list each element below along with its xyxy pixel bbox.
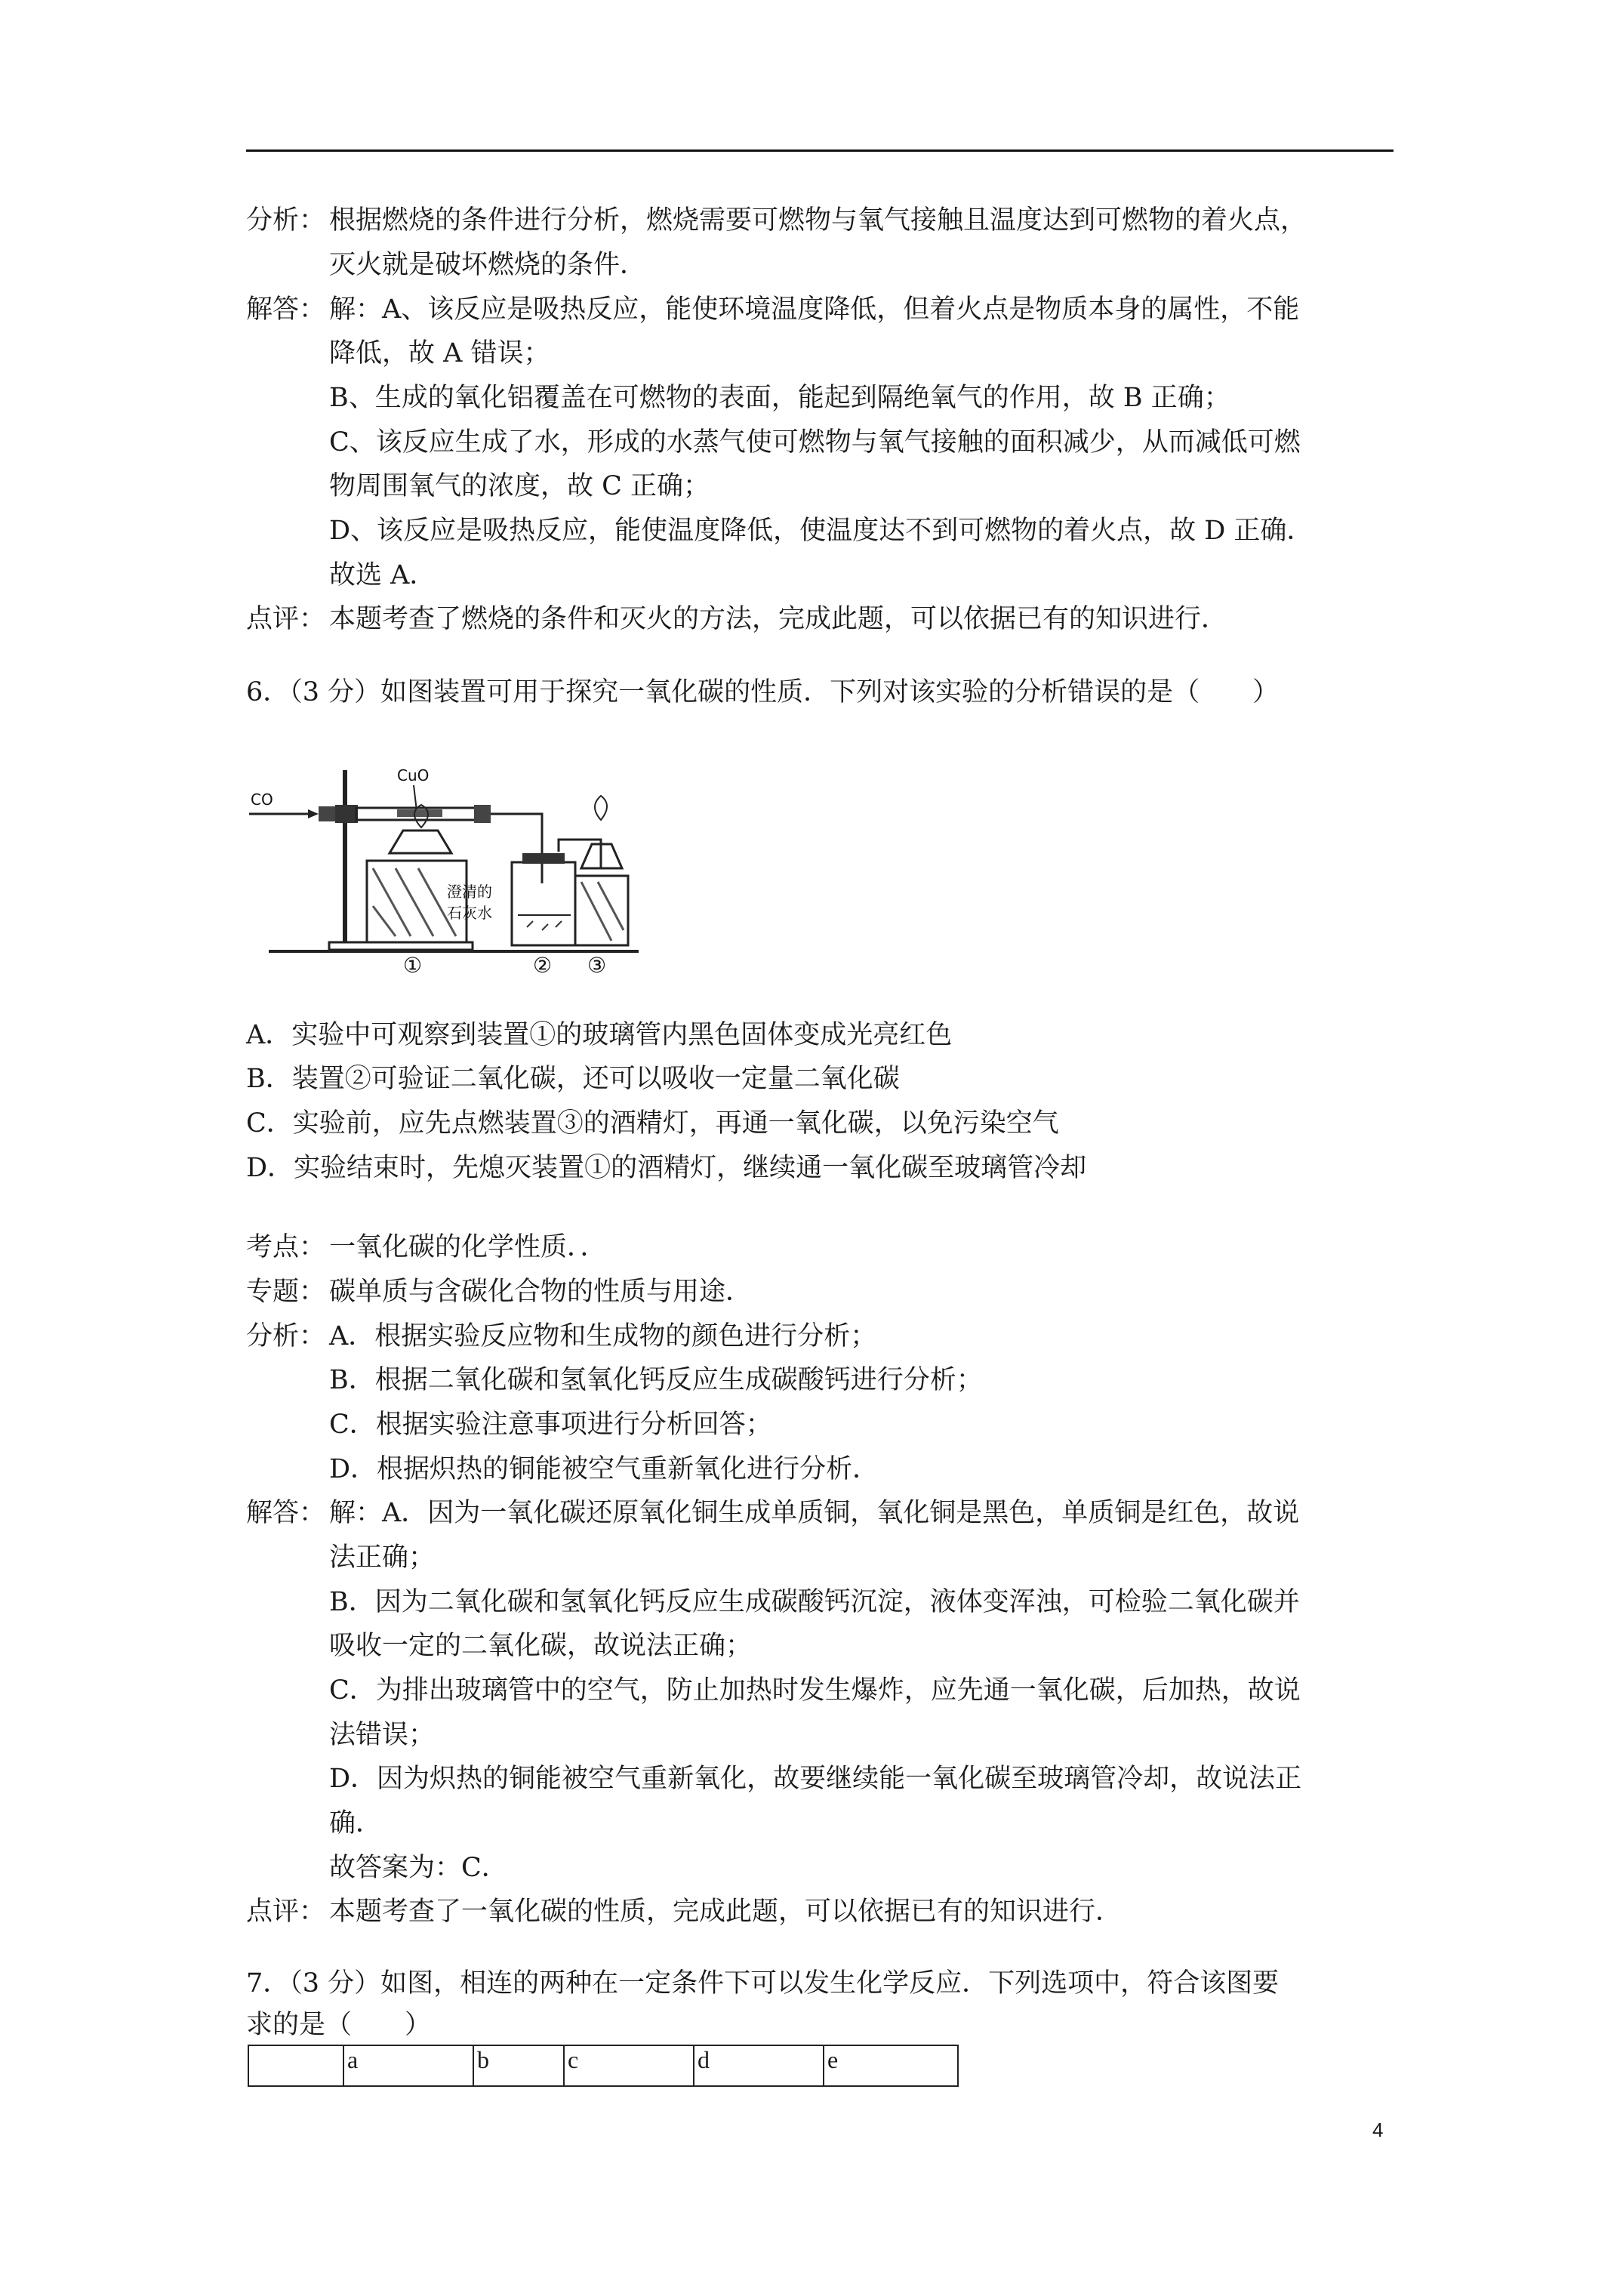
header-rule <box>246 149 1394 152</box>
q6-analysis-line-c: C．根据实验注意事项进行分析回答； <box>329 1410 772 1440</box>
table-row <box>248 2045 958 2086</box>
table-cell <box>248 2045 343 2086</box>
q6-analysis-label: 分析： <box>246 1321 326 1351</box>
co-label: CO <box>251 791 273 809</box>
apparatus-label-2: ② <box>533 953 553 974</box>
q6-analysis-line-d: D．根据炽热的铜能被空气重新氧化进行分析． <box>329 1454 879 1484</box>
cuo-label: CuO <box>397 766 430 784</box>
q6-answer-line-4: 吸收一定的二氧化碳，故说法正确； <box>329 1631 753 1661</box>
q5-analysis-line-2: 灭火就是破坏燃烧的条件． <box>329 250 647 280</box>
table-cell: e <box>824 2045 958 2086</box>
table-cell: c <box>564 2045 694 2086</box>
q6-option-b: B．装置②可验证二氧化碳，还可以吸收一定量二氧化碳 <box>246 1064 900 1094</box>
q6-kaodian: 一氧化碳的化学性质．． <box>329 1232 607 1262</box>
q5-answer-line-2: 降低，故 A 错误； <box>329 338 550 368</box>
q6-zhuanti-label: 专题： <box>246 1277 326 1307</box>
q7-question-line-1: 7．（3 分）如图，相连的两种在一定条件下可以发生化学反应．下列选项中，符合该图要 <box>246 1968 1280 1999</box>
q6-answer-line-1: 解：A．因为一氧化碳还原氧化铜生成单质铜，氧化铜是黑色，单质铜是红色，故说 <box>329 1498 1300 1528</box>
q6-question: 6．（3 分）如图装置可用于探究一氧化碳的性质．下列对该实验的分析错误的是（ ） <box>246 677 1280 707</box>
apparatus-figure <box>246 755 661 974</box>
q6-answer-line-8: 确． <box>329 1808 383 1838</box>
q5-comment: 本题考查了燃烧的条件和灭火的方法，完成此题，可以依据已有的知识进行． <box>329 604 1228 634</box>
q5-answer-label: 解答： <box>246 294 326 325</box>
q6-answer-line-9: 故答案为：C． <box>329 1853 508 1883</box>
q6-analysis-line-b: B．根据二氧化碳和氢氧化钙反应生成碳酸钙进行分析； <box>329 1365 983 1395</box>
q6-option-a: A．实验中可观察到装置①的玻璃管内黑色固体变成光亮红色 <box>246 1020 953 1050</box>
q7-question-line-2: 求的是（ ） <box>246 2010 432 2040</box>
q5-answer-line-4: C、该反应生成了水，形成的水蒸气使可燃物与氧气接触的面积减少，从而减低可燃 <box>329 427 1301 458</box>
q6-answer-label: 解答： <box>246 1498 326 1528</box>
q6-zhuanti: 碳单质与含碳化合物的性质与用途． <box>329 1277 753 1307</box>
q6-comment: 本题考查了一氧化碳的性质，完成此题，可以依据已有的知识进行． <box>329 1897 1123 1927</box>
q5-answer-line-3: B、生成的氧化铝覆盖在可燃物的表面，能起到隔绝氧气的作用，故 B 正确； <box>329 383 1230 413</box>
q6-option-d: D．实验结束时，先熄灭装置①的酒精灯，继续通一氧化碳至玻璃管冷却 <box>246 1153 1087 1183</box>
apparatus-label-3: ③ <box>587 953 607 974</box>
q5-answer-line-5: 物周围氧气的浓度，故 C 正确； <box>329 471 710 501</box>
q6-option-c: C．实验前，应先点燃装置③的酒精灯，再通一氧化碳，以免污染空气 <box>246 1108 1059 1139</box>
q6-answer-line-5: C．为排出玻璃管中的空气，防止加热时发生爆炸，应先通一氧化碳，后加热，故说 <box>329 1675 1301 1706</box>
q6-answer-line-2: 法正确； <box>329 1542 436 1573</box>
q5-answer-line-6: D、该反应是吸热反应，能使温度降低，使温度达不到可燃物的着火点，故 D 正确． <box>329 516 1313 546</box>
q5-analysis-label: 分析： <box>246 205 326 236</box>
q6-answer-line-3: B．因为二氧化碳和氢氧化钙反应生成碳酸钙沉淀，液体变浑浊，可检验二氧化碳并 <box>329 1587 1300 1617</box>
q5-comment-label: 点评： <box>246 604 326 634</box>
q6-analysis-line-a: A．根据实验反应物和生成物的颜色进行分析； <box>329 1321 877 1351</box>
q5-analysis-line-1: 根据燃烧的条件进行分析，燃烧需要可燃物与氧气接触且温度达到可燃物的着火点， <box>329 205 1307 236</box>
table-cell: a <box>343 2045 473 2086</box>
q6-kaodian-label: 考点： <box>246 1232 326 1262</box>
q6-answer-line-6: 法错误； <box>329 1720 436 1750</box>
q5-answer-line-1: 解：A、该反应是吸热反应，能使环境温度降低，但着火点是物质本身的属性，不能 <box>329 294 1300 325</box>
q6-comment-label: 点评： <box>246 1897 326 1927</box>
table-cell: d <box>694 2045 824 2086</box>
limewater-label-2: 石灰水 <box>447 904 492 922</box>
limewater-label-1: 澄清的 <box>447 883 492 901</box>
page-number: 4 <box>1372 2119 1384 2141</box>
q7-options-table <box>248 2045 959 2087</box>
table-cell: b <box>473 2045 564 2086</box>
apparatus-label-1: ① <box>403 953 423 974</box>
q5-answer-line-7: 故选 A． <box>329 560 436 590</box>
q6-answer-line-7: D．因为炽热的铜能被空气重新氧化，故要继续能一氧化碳至玻璃管冷却，故说法正 <box>329 1764 1302 1794</box>
